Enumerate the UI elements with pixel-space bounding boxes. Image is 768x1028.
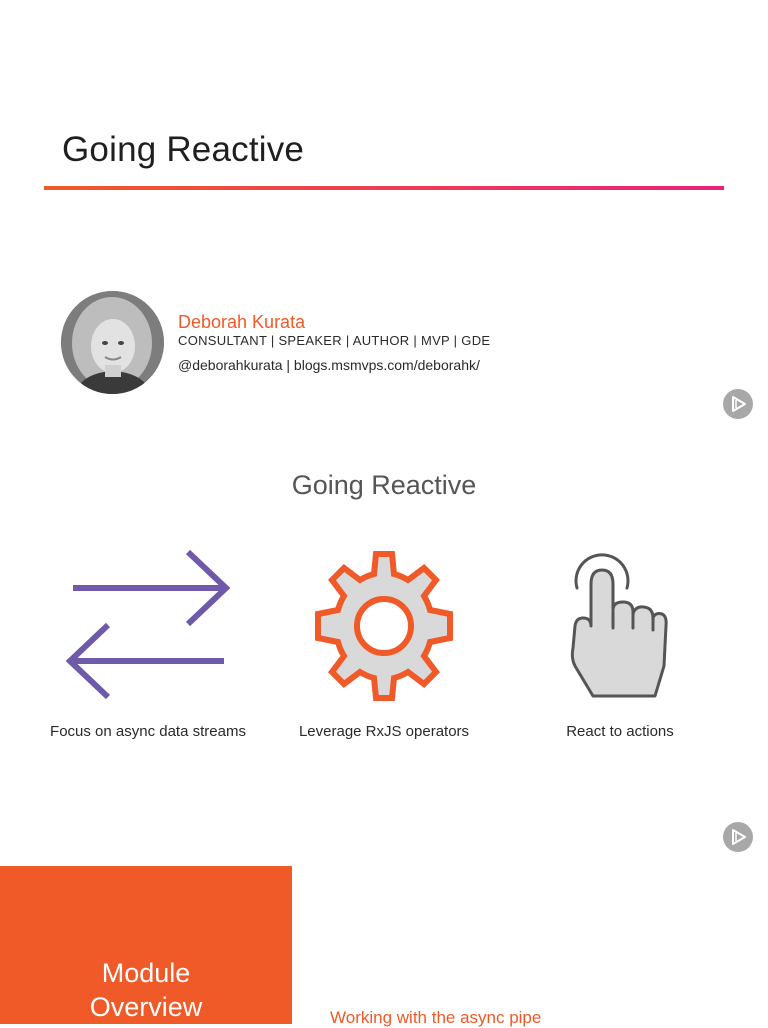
author-avatar (61, 291, 164, 394)
module-title (0, 956, 292, 1024)
item-caption-react-actions: React to actions (566, 723, 674, 740)
item-caption-rxjs-operators: Leverage RxJS operators (298, 723, 470, 740)
pointing-hand-icon (565, 548, 670, 700)
author-roles: CONSULTANT | SPEAKER | AUTHOR | MVP | GDE (178, 333, 491, 348)
item-caption-async-streams: Focus on async data streams (50, 723, 246, 740)
author-name: Deborah Kurata (178, 312, 306, 332)
slide-title: Going Reactive (62, 130, 305, 169)
play-icon (723, 822, 753, 852)
agenda-item: Working with the async pipe (330, 1008, 542, 1027)
play-icon (723, 389, 753, 419)
title-divider (44, 186, 724, 190)
gear-icon (309, 551, 459, 701)
module-title-line-2: Overview (89, 992, 203, 1022)
arrows-exchange-icon (60, 548, 235, 703)
play-button[interactable] (723, 822, 753, 852)
author-links: @deborahkurata | blogs.msmvps.com/deborahk/ (178, 357, 480, 373)
section-heading: Going Reactive (291, 470, 477, 500)
play-button[interactable] (723, 389, 753, 419)
module-title-line-1: Module (101, 958, 191, 988)
